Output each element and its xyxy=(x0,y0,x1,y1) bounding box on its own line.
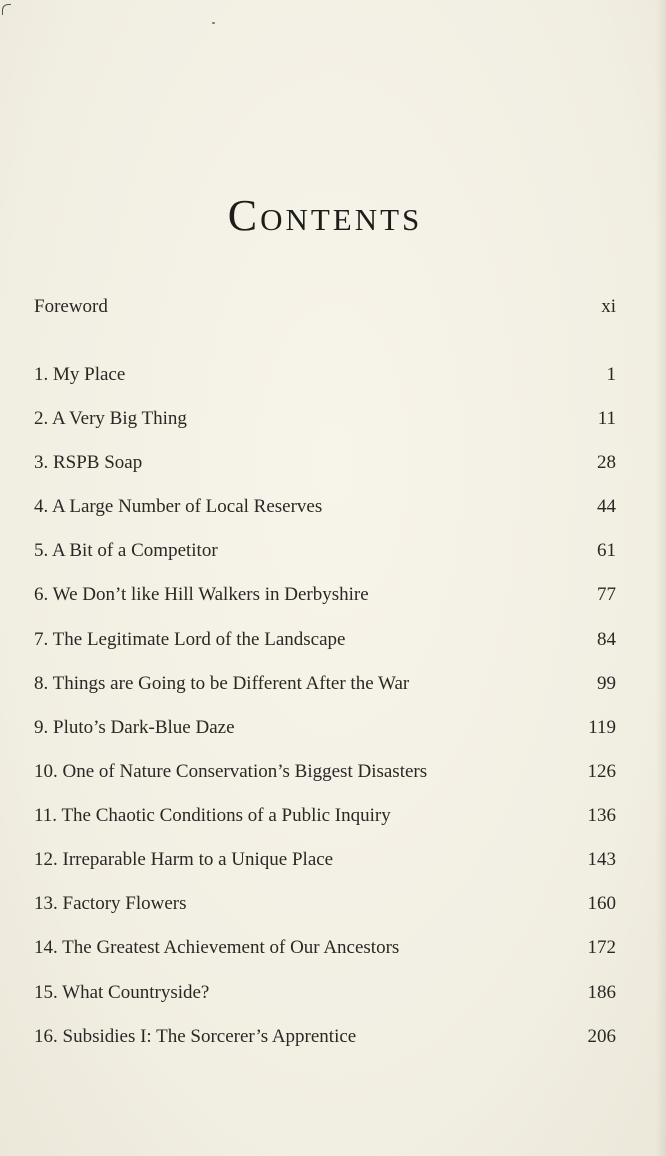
toc-entry-title: 6. We Don’t like Hill Walkers in Derbyshire xyxy=(34,584,369,605)
toc-entry-page: 99 xyxy=(597,673,616,694)
toc-entry xyxy=(34,933,616,963)
toc-entry xyxy=(34,889,616,919)
toc-entry-page: 77 xyxy=(597,584,616,605)
toc-entry xyxy=(34,1022,616,1052)
toc-entry xyxy=(34,360,616,390)
toc-entry-page: 143 xyxy=(587,849,616,870)
toc-entry-title: 11. The Chaotic Conditions of a Public Inquiry xyxy=(34,805,391,826)
toc-entry-page: 84 xyxy=(597,629,616,650)
toc-entry xyxy=(34,801,616,831)
toc-entry-page: 61 xyxy=(597,540,616,561)
paper-speck xyxy=(212,22,215,24)
toc-entry-page: 206 xyxy=(587,1026,616,1047)
toc-entry xyxy=(34,536,616,566)
toc-entry-title: 12. Irreparable Harm to a Unique Place xyxy=(34,849,334,870)
toc-entry-page: 136 xyxy=(587,805,616,826)
toc-entry-title: 3. RSPB Soap xyxy=(34,452,143,473)
toc-entry-page: 28 xyxy=(597,452,616,473)
toc-entry-page: 119 xyxy=(588,717,616,738)
toc-entry-page: xi xyxy=(601,296,616,317)
contents-title: Contents xyxy=(227,191,423,240)
toc-entry-foreword xyxy=(34,292,616,322)
toc-entry xyxy=(34,404,616,434)
toc-entry-page: 1 xyxy=(606,364,616,385)
toc-entry-title: 8. Things are Going to be Different After the War xyxy=(34,673,410,694)
toc-entry-page: 172 xyxy=(587,937,616,958)
toc-entry xyxy=(34,669,616,699)
toc-entry-title: 16. Subsidies I: The Sorcerer’s Apprentice xyxy=(34,1026,357,1047)
toc-entry-page: 126 xyxy=(587,761,616,782)
toc-entry xyxy=(34,757,616,787)
toc-entry-page: 11 xyxy=(597,408,616,429)
page-edge-shadow xyxy=(656,0,666,1156)
toc-entry-title: 7. The Legitimate Lord of the Landscape xyxy=(34,629,346,650)
toc-entry xyxy=(34,845,616,875)
toc-entry xyxy=(34,978,616,1008)
toc-entry-title: 9. Pluto’s Dark-Blue Daze xyxy=(34,717,235,738)
corner-mark xyxy=(2,4,11,15)
toc-entry-title: 13. Factory Flowers xyxy=(34,893,187,914)
toc-entry-page: 44 xyxy=(597,496,616,517)
toc-entry xyxy=(34,713,616,743)
toc-entry-title: 15. What Countryside? xyxy=(34,982,210,1003)
toc-entry-title: 14. The Greatest Achievement of Our Ancestors xyxy=(34,937,400,958)
toc-entry xyxy=(34,625,616,655)
toc-entry xyxy=(34,492,616,522)
toc-entry-title: 10. One of Nature Conservation’s Biggest Disasters xyxy=(34,761,428,782)
toc-entry-title: Foreword xyxy=(34,296,108,317)
toc-entry-title: 2. A Very Big Thing xyxy=(34,408,187,429)
toc-entry xyxy=(34,448,616,478)
toc-entry-title: 1. My Place xyxy=(34,364,126,385)
toc-entry xyxy=(34,580,616,610)
toc-entry-page: 186 xyxy=(587,982,616,1003)
toc-entry-page: 160 xyxy=(587,893,616,914)
toc-entry-title: 4. A Large Number of Local Reserves xyxy=(34,496,323,517)
toc-entry-title: 5. A Bit of a Competitor xyxy=(34,540,218,561)
